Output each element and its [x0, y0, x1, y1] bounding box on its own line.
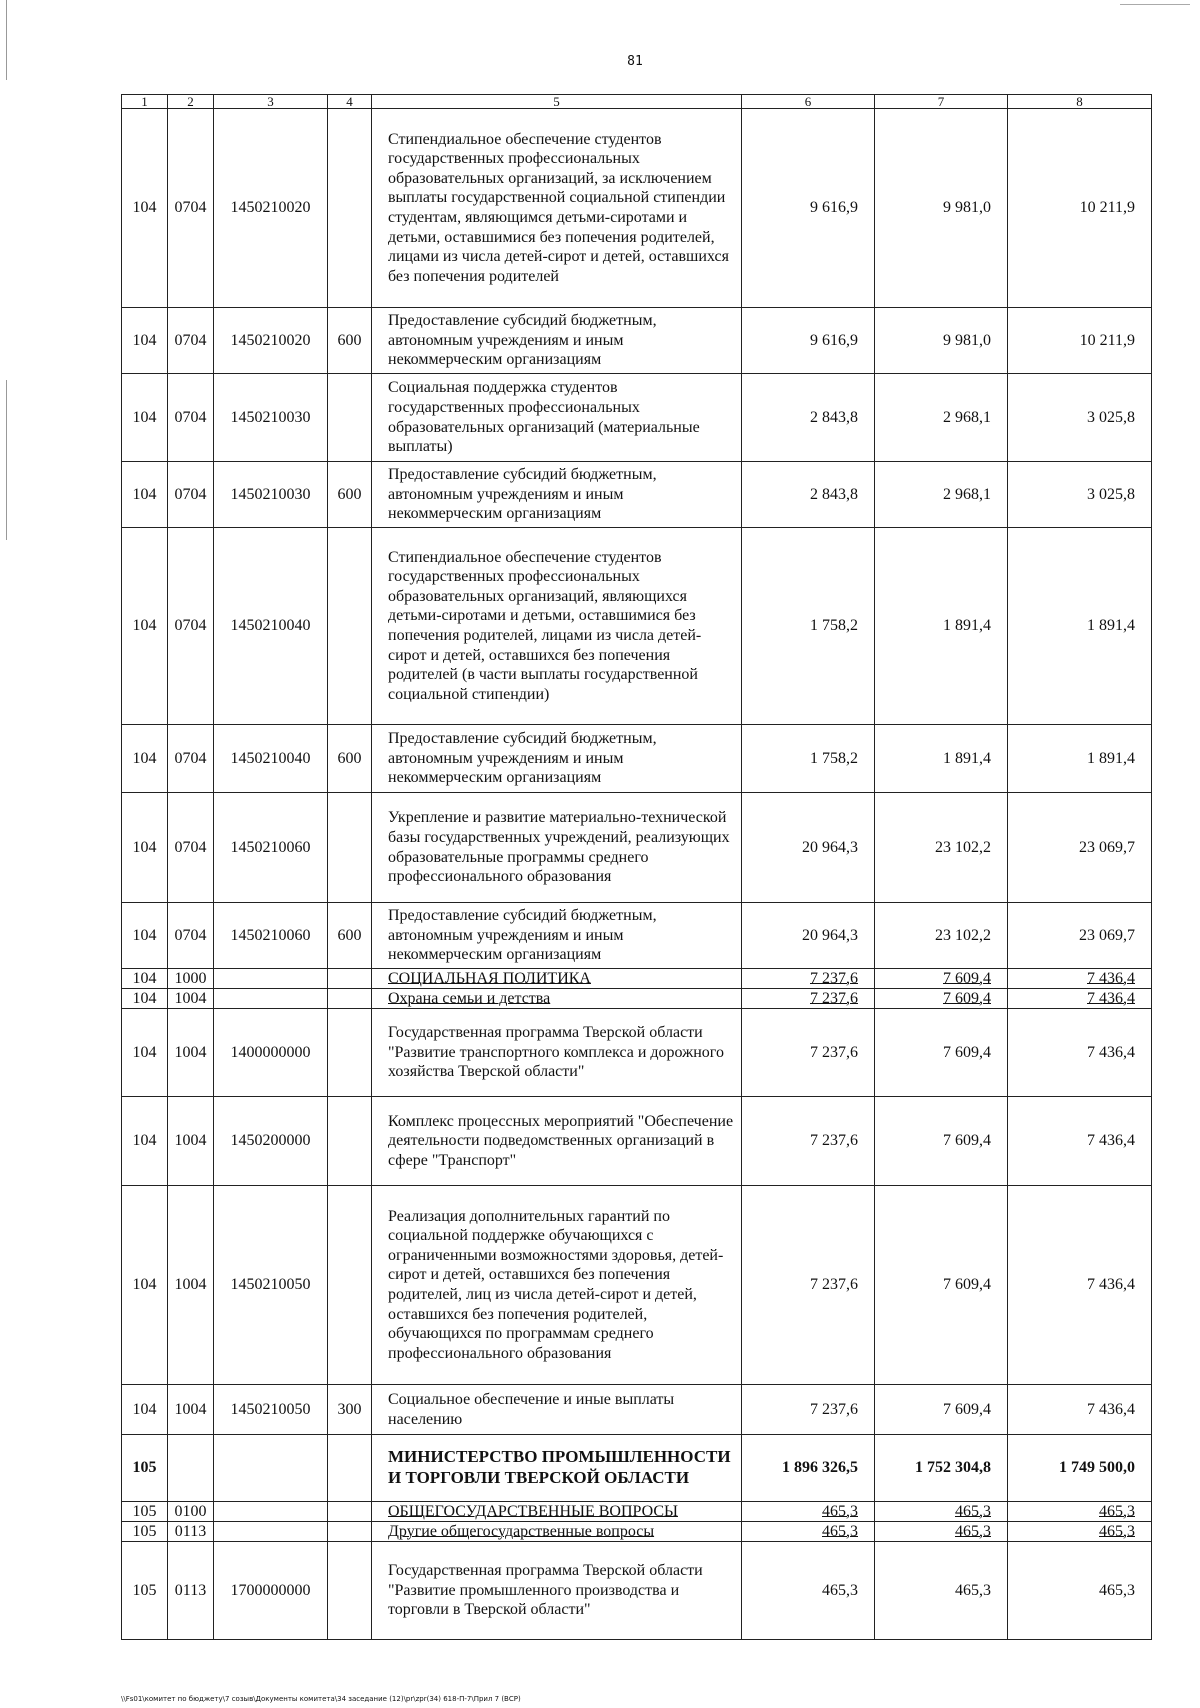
cell-section-code: 1004 — [168, 989, 214, 1009]
table-row — [122, 1097, 1152, 1186]
cell-section-code: 0704 — [168, 793, 214, 903]
cell-amount-year1: 465,3 — [742, 1502, 875, 1522]
cell-amount-year3: 7 436,4 — [1008, 969, 1152, 989]
table-row — [122, 793, 1152, 903]
cell-ministry-code: 105 — [122, 1522, 168, 1542]
cell-amount-year2: 1 891,4 — [875, 528, 1008, 725]
cell-expense-type — [328, 1502, 372, 1522]
cell-amount-year3: 465,3 — [1008, 1542, 1152, 1640]
cell-amount-year3: 7 436,4 — [1008, 1385, 1152, 1435]
header-cell: 6 — [742, 95, 875, 109]
cell-description: Стипендиальное обеспечение студентов государственных профессиональных образовательных организаций, за исключением выплаты государственной социальной стипендии студентам, являющимся детьми-сиротами и детьми, оставшимися без попечения родителей, лицами из числа детей-сирот и детей, оставшихся без попечения родителей — [372, 109, 742, 308]
cell-amount-year3: 7 436,4 — [1008, 1186, 1152, 1385]
cell-expense-type — [328, 528, 372, 725]
cell-ministry-code: 105 — [122, 1502, 168, 1522]
cell-amount-year1: 7 237,6 — [742, 1009, 875, 1097]
page-number: 81 — [627, 54, 643, 69]
cell-description: Предоставление субсидий бюджетным, автономным учреждениям и иным некоммерческим организациям — [372, 903, 742, 969]
cell-section-code: 0704 — [168, 109, 214, 308]
cell-ministry-code: 104 — [122, 462, 168, 528]
table-row — [122, 1009, 1152, 1097]
cell-amount-year1: 9 616,9 — [742, 308, 875, 374]
cell-section-code: 1004 — [168, 1097, 214, 1186]
cell-expense-type — [328, 969, 372, 989]
cell-ministry-code: 104 — [122, 725, 168, 793]
cell-target-article: 1450210020 — [214, 308, 328, 374]
cell-expense-type — [328, 1009, 372, 1097]
header-cell: 8 — [1008, 95, 1152, 109]
cell-expense-type: 600 — [328, 725, 372, 793]
table-row — [122, 1522, 1152, 1542]
cell-section-code: 1004 — [168, 1385, 214, 1435]
cell-expense-type — [328, 374, 372, 462]
cell-amount-year2: 1 752 304,8 — [875, 1435, 1008, 1502]
cell-amount-year1: 20 964,3 — [742, 793, 875, 903]
cell-expense-type — [328, 109, 372, 308]
cell-expense-type: 300 — [328, 1385, 372, 1435]
cell-ministry-code: 104 — [122, 374, 168, 462]
table-header-row — [122, 95, 1152, 109]
cell-amount-year2: 23 102,2 — [875, 793, 1008, 903]
cell-expense-type — [328, 793, 372, 903]
cell-description: ОБЩЕГОСУДАРСТВЕННЫЕ ВОПРОСЫ — [372, 1502, 742, 1522]
cell-section-code: 0704 — [168, 374, 214, 462]
cell-amount-year1: 7 237,6 — [742, 1186, 875, 1385]
table-row — [122, 308, 1152, 374]
cell-ministry-code: 105 — [122, 1542, 168, 1640]
cell-description: Государственная программа Тверской области "Развитие промышленного производства и торговли в Тверской области" — [372, 1542, 742, 1640]
table-row — [122, 109, 1152, 308]
cell-amount-year2: 7 609,4 — [875, 1186, 1008, 1385]
cell-description: Предоставление субсидий бюджетным, автономным учреждениям и иным некоммерческим организациям — [372, 308, 742, 374]
cell-amount-year2: 465,3 — [875, 1502, 1008, 1522]
cell-description: Охрана семьи и детства — [372, 989, 742, 1009]
cell-expense-type — [328, 1186, 372, 1385]
header-cell: 5 — [372, 95, 742, 109]
cell-expense-type: 600 — [328, 462, 372, 528]
cell-ministry-code: 104 — [122, 528, 168, 725]
table-row — [122, 462, 1152, 528]
table-row-ministry-total — [122, 1435, 1152, 1502]
table-row — [122, 1186, 1152, 1385]
cell-expense-type — [328, 1435, 372, 1502]
cell-amount-year2: 7 609,4 — [875, 1097, 1008, 1186]
cell-amount-year1: 1 758,2 — [742, 725, 875, 793]
cell-description: Укрепление и развитие материально-технической базы государственных учреждений, реализующих образовательные программы среднего профессионального образования — [372, 793, 742, 903]
cell-description: Социальное обеспечение и иные выплаты населению — [372, 1385, 742, 1435]
cell-amount-year3: 10 211,9 — [1008, 308, 1152, 374]
cell-section-code: 0704 — [168, 725, 214, 793]
cell-target-article: 1450210020 — [214, 109, 328, 308]
cell-ministry-code: 104 — [122, 903, 168, 969]
cell-amount-year2: 23 102,2 — [875, 903, 1008, 969]
cell-description: Предоставление субсидий бюджетным, автономным учреждениям и иным некоммерческим организациям — [372, 725, 742, 793]
cell-expense-type — [328, 989, 372, 1009]
cell-amount-year3: 465,3 — [1008, 1522, 1152, 1542]
cell-target-article: 1400000000 — [214, 1009, 328, 1097]
cell-ministry-code: 104 — [122, 793, 168, 903]
cell-amount-year2: 1 891,4 — [875, 725, 1008, 793]
table-row — [122, 725, 1152, 793]
cell-amount-year3: 1 891,4 — [1008, 528, 1152, 725]
table-row — [122, 1542, 1152, 1640]
cell-amount-year3: 1 891,4 — [1008, 725, 1152, 793]
table-row — [122, 374, 1152, 462]
cell-target-article — [214, 1502, 328, 1522]
cell-target-article: 1450210050 — [214, 1385, 328, 1435]
cell-amount-year2: 7 609,4 — [875, 969, 1008, 989]
table-row — [122, 989, 1152, 1009]
cell-description: Предоставление субсидий бюджетным, автономным учреждениям и иным некоммерческим организациям — [372, 462, 742, 528]
cell-amount-year3: 3 025,8 — [1008, 462, 1152, 528]
cell-ministry-code: 104 — [122, 1385, 168, 1435]
cell-section-code: 0704 — [168, 462, 214, 528]
cell-section-code: 0704 — [168, 308, 214, 374]
cell-amount-year2: 465,3 — [875, 1522, 1008, 1542]
table-row — [122, 1502, 1152, 1522]
cell-amount-year3: 10 211,9 — [1008, 109, 1152, 308]
cell-expense-type — [328, 1097, 372, 1186]
header-cell: 3 — [214, 95, 328, 109]
cell-amount-year3: 1 749 500,0 — [1008, 1435, 1152, 1502]
cell-section-code: 0113 — [168, 1542, 214, 1640]
cell-amount-year3: 7 436,4 — [1008, 1097, 1152, 1186]
cell-amount-year2: 2 968,1 — [875, 462, 1008, 528]
cell-section-code: 0100 — [168, 1502, 214, 1522]
cell-target-article: 1450210030 — [214, 462, 328, 528]
cell-target-article: 1450210060 — [214, 793, 328, 903]
cell-expense-type — [328, 1522, 372, 1542]
cell-description: СОЦИАЛЬНАЯ ПОЛИТИКА — [372, 969, 742, 989]
cell-description: Государственная программа Тверской области "Развитие транспортного комплекса и дорожного хозяйства Тверской области" — [372, 1009, 742, 1097]
cell-amount-year1: 465,3 — [742, 1522, 875, 1542]
cell-amount-year3: 3 025,8 — [1008, 374, 1152, 462]
cell-amount-year1: 7 237,6 — [742, 1097, 875, 1186]
cell-amount-year1: 7 237,6 — [742, 969, 875, 989]
cell-description: МИНИСТЕРСТВО ПРОМЫШЛЕННОСТИ И ТОРГОВЛИ ТВЕРСКОЙ ОБЛАСТИ — [372, 1435, 742, 1502]
cell-amount-year1: 2 843,8 — [742, 462, 875, 528]
cell-target-article — [214, 969, 328, 989]
cell-target-article — [214, 989, 328, 1009]
table-row — [122, 903, 1152, 969]
cell-expense-type — [328, 1542, 372, 1640]
cell-amount-year1: 465,3 — [742, 1542, 875, 1640]
cell-amount-year3: 7 436,4 — [1008, 1009, 1152, 1097]
cell-target-article: 1450210060 — [214, 903, 328, 969]
table-row — [122, 528, 1152, 725]
cell-amount-year1: 1 758,2 — [742, 528, 875, 725]
table-row — [122, 969, 1152, 989]
cell-amount-year3: 23 069,7 — [1008, 793, 1152, 903]
header-cell: 1 — [122, 95, 168, 109]
cell-amount-year2: 7 609,4 — [875, 1009, 1008, 1097]
cell-section-code: 0704 — [168, 903, 214, 969]
cell-description: Стипендиальное обеспечение студентов государственных профессиональных образовательных организаций, являющихся детьми-сиротами и детьми, оставшимися без попечения родителей, лицами из числа детей-сирот и детей, оставшихся без попечения родителей (в части выплаты государственной социальной стипендии) — [372, 528, 742, 725]
cell-target-article — [214, 1522, 328, 1542]
cell-ministry-code: 104 — [122, 1097, 168, 1186]
cell-amount-year2: 9 981,0 — [875, 308, 1008, 374]
cell-target-article: 1450210050 — [214, 1186, 328, 1385]
cell-amount-year1: 7 237,6 — [742, 1385, 875, 1435]
cell-description: Реализация дополнительных гарантий по социальной поддержке обучающихся с ограниченными возможностями здоровья, детей-сирот и детей, оставшихся без попечения родителей, лиц из числа детей-сирот и детей, оставшихся без попечения родителей, обучающихся по программам среднего профессионального образования — [372, 1186, 742, 1385]
cell-target-article: 1450200000 — [214, 1097, 328, 1186]
cell-amount-year3: 7 436,4 — [1008, 989, 1152, 1009]
cell-amount-year1: 1 896 326,5 — [742, 1435, 875, 1502]
cell-target-article: 1450210040 — [214, 528, 328, 725]
cell-target-article — [214, 1435, 328, 1502]
cell-section-code: 1000 — [168, 969, 214, 989]
cell-amount-year3: 465,3 — [1008, 1502, 1152, 1522]
cell-amount-year2: 465,3 — [875, 1542, 1008, 1640]
header-cell: 7 — [875, 95, 1008, 109]
budget-table — [121, 94, 1152, 1640]
cell-amount-year2: 2 968,1 — [875, 374, 1008, 462]
scan-corner-mark — [1120, 4, 1190, 5]
cell-ministry-code: 105 — [122, 1435, 168, 1502]
cell-amount-year1: 2 843,8 — [742, 374, 875, 462]
cell-amount-year1: 7 237,6 — [742, 989, 875, 1009]
scan-margin-line — [6, 380, 7, 540]
cell-amount-year2: 7 609,4 — [875, 1385, 1008, 1435]
cell-ministry-code: 104 — [122, 109, 168, 308]
cell-target-article: 1450210040 — [214, 725, 328, 793]
cell-section-code: 0704 — [168, 528, 214, 725]
cell-expense-type: 600 — [328, 903, 372, 969]
cell-amount-year1: 20 964,3 — [742, 903, 875, 969]
cell-description: Комплекс процессных мероприятий "Обеспечение деятельности подведомственных организаций в сфере "Транспорт" — [372, 1097, 742, 1186]
cell-expense-type: 600 — [328, 308, 372, 374]
table-row — [122, 1385, 1152, 1435]
cell-description: Другие общегосударственные вопросы — [372, 1522, 742, 1542]
header-cell: 4 — [328, 95, 372, 109]
cell-ministry-code: 104 — [122, 308, 168, 374]
cell-amount-year3: 23 069,7 — [1008, 903, 1152, 969]
cell-amount-year2: 7 609,4 — [875, 989, 1008, 1009]
cell-target-article: 1450210030 — [214, 374, 328, 462]
cell-amount-year1: 9 616,9 — [742, 109, 875, 308]
cell-ministry-code: 104 — [122, 969, 168, 989]
cell-ministry-code: 104 — [122, 1186, 168, 1385]
header-cell: 2 — [168, 95, 214, 109]
cell-ministry-code: 104 — [122, 989, 168, 1009]
cell-amount-year2: 9 981,0 — [875, 109, 1008, 308]
cell-target-article: 1700000000 — [214, 1542, 328, 1640]
cell-section-code: 1004 — [168, 1186, 214, 1385]
footer-file-path: \\Fs01\комитет по бюджету\7 созыв\Документы комитета\34 заседание (12)\pr\zpr(34) 618-П-7\Прил 7 (ВСР) — [121, 1695, 521, 1703]
cell-ministry-code: 104 — [122, 1009, 168, 1097]
cell-description: Социальная поддержка студентов государственных профессиональных образовательных организаций (материальные выплаты) — [372, 374, 742, 462]
cell-section-code — [168, 1435, 214, 1502]
cell-section-code: 1004 — [168, 1009, 214, 1097]
cell-section-code: 0113 — [168, 1522, 214, 1542]
